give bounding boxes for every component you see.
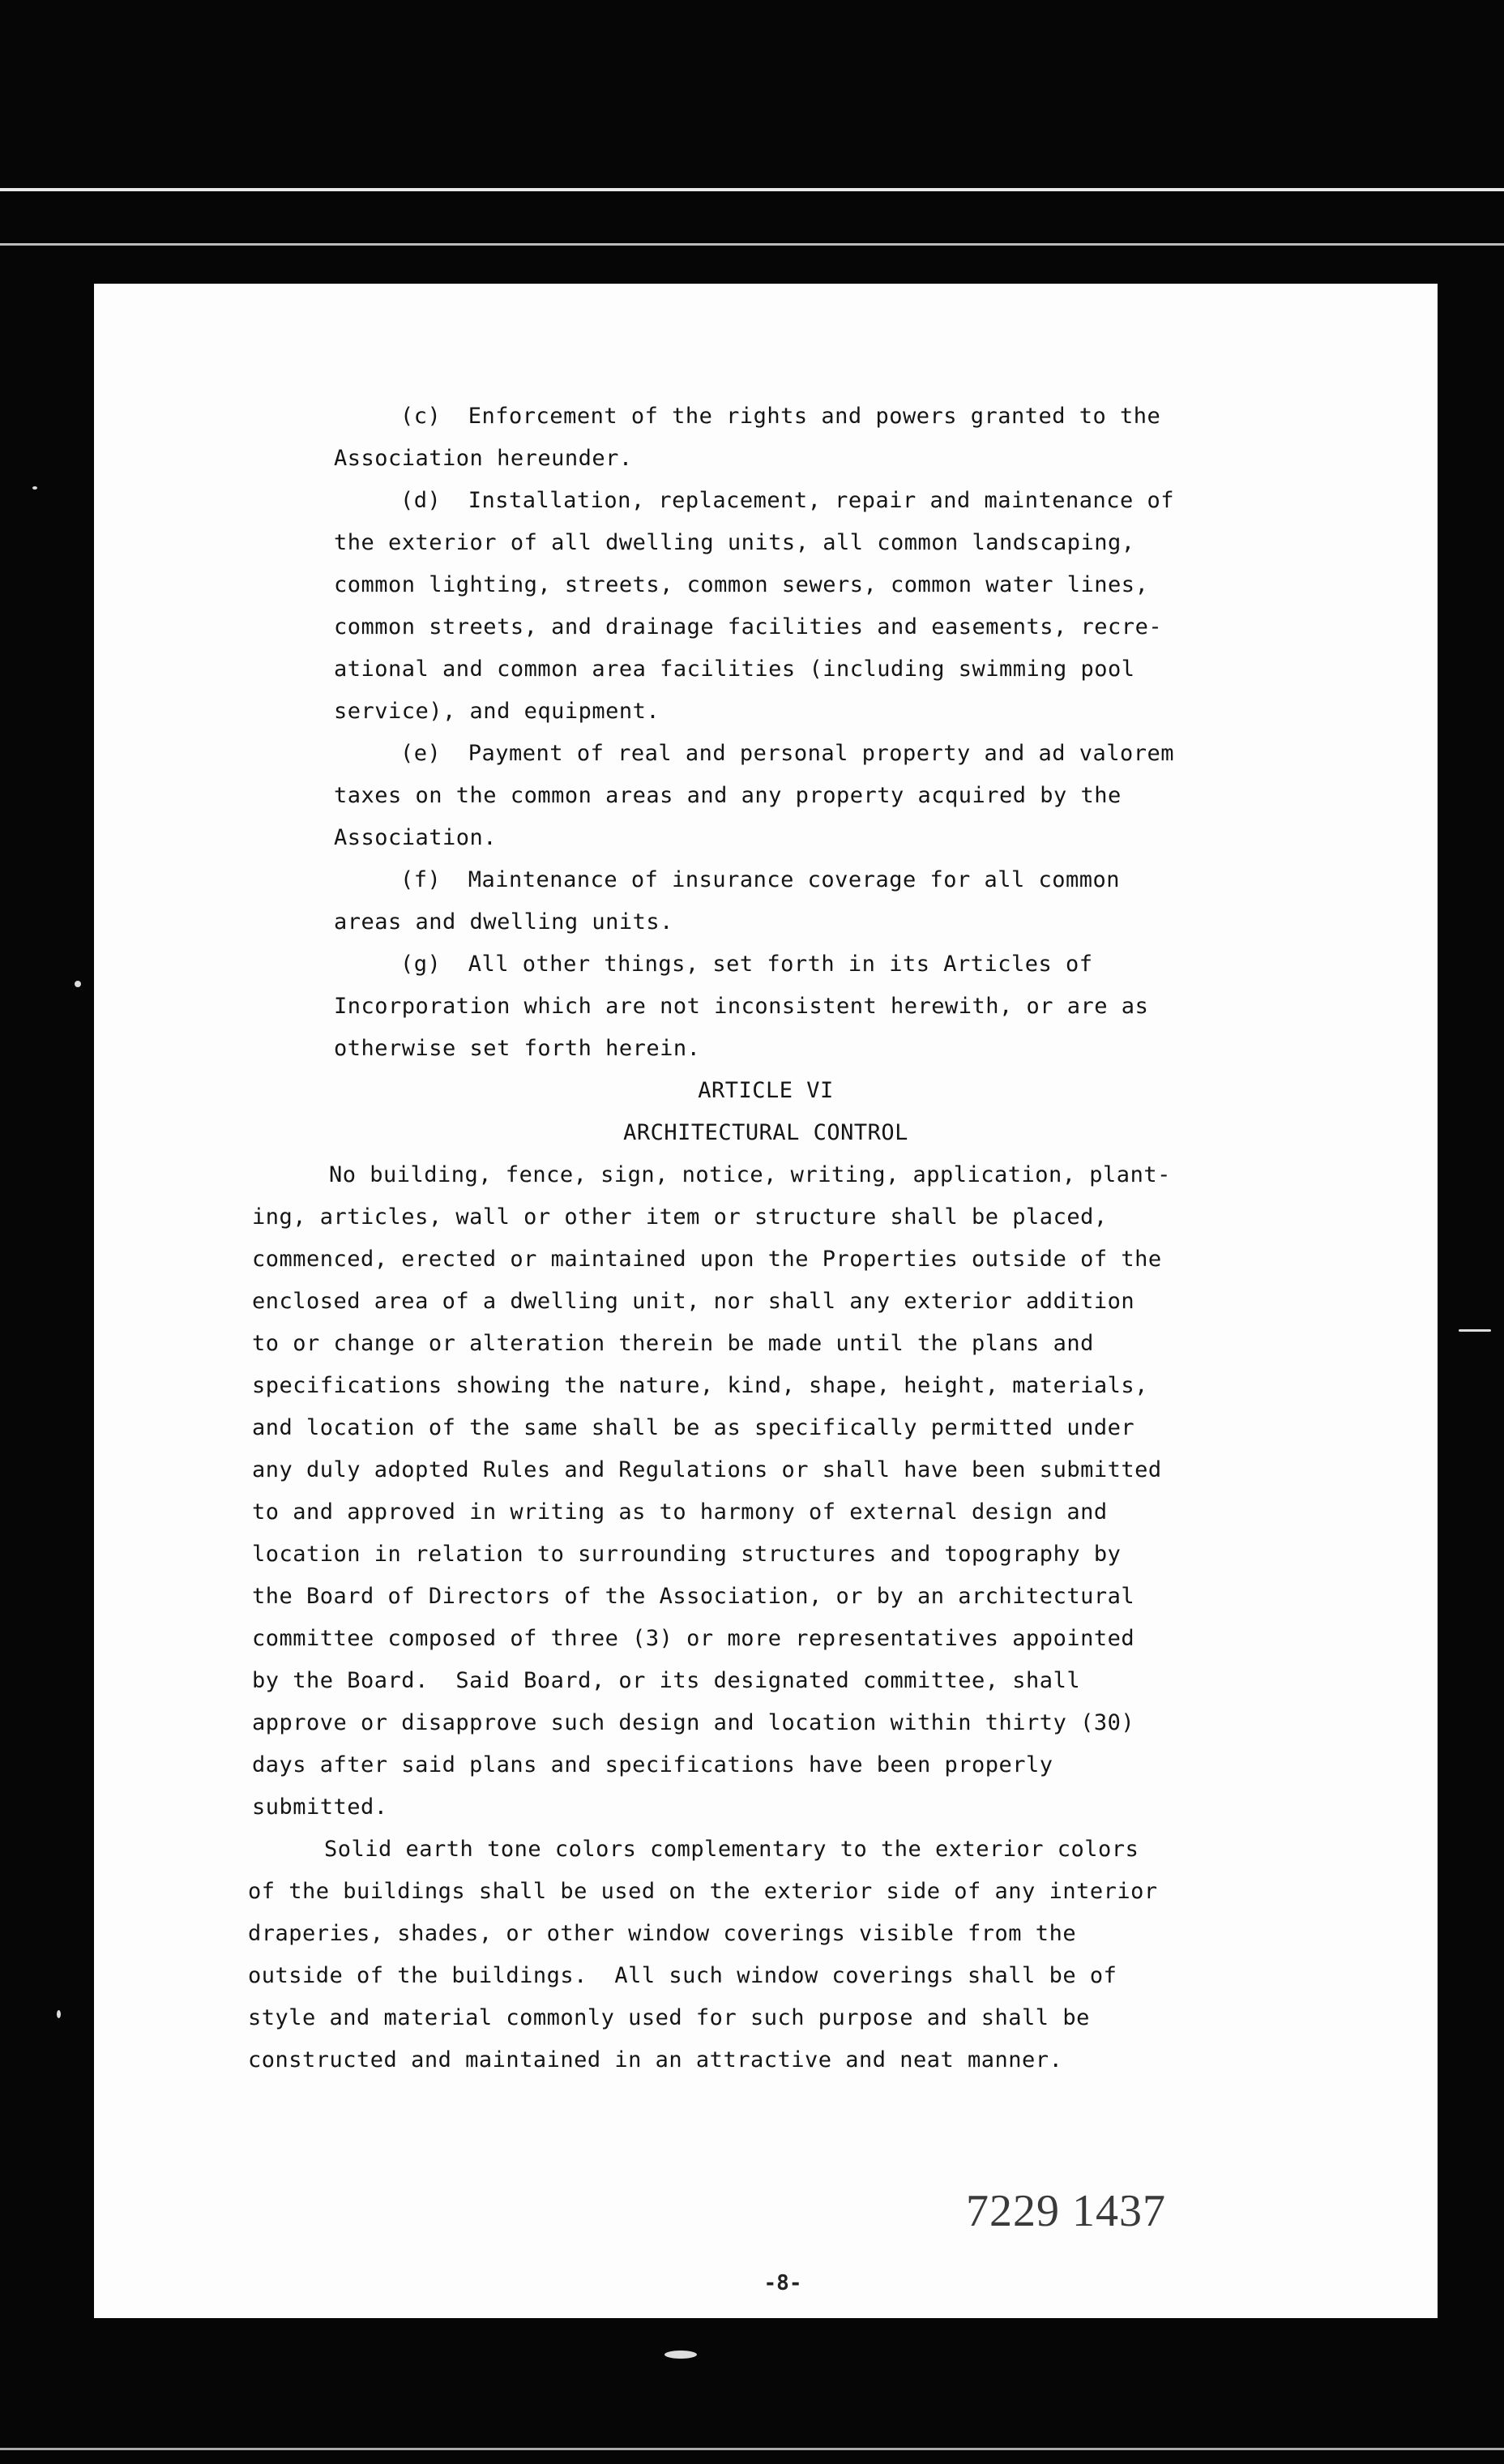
paragraph-c-line: (c) Enforcement of the rights and powers granted to the [400,404,1161,429]
body-paragraph-line: commenced, erected or maintained upon the Properties outside of the [252,1247,1162,1272]
body-paragraph-line: any duly adopted Rules and Regulations or shall have been submitted [252,1457,1162,1482]
paragraph-g-line: otherwise set forth herein. [334,1036,701,1061]
paragraph-d-line: common lighting, streets, common sewers, common water lines, [334,572,1149,597]
body-paragraph-line: to or change or alteration therein be made until the plans and [252,1331,1094,1356]
body-paragraph-line: submitted. [252,1795,388,1820]
document-page [94,284,1438,2318]
paragraph-f-line: areas and dwelling units. [334,909,673,935]
body-paragraph-line: specifications showing the nature, kind, shape, height, materials, [252,1373,1148,1398]
article-number: ARTICLE VI [698,1078,834,1103]
body-paragraph-line: and location of the same shall be as specifically permitted under [252,1415,1135,1440]
paragraph-d-line: common streets, and drainage facilities and easements, recre- [334,614,1163,640]
paragraph-f-line: (f) Maintenance of insurance coverage for all common [400,867,1121,892]
body-paragraph-line: enclosed area of a dwelling unit, nor shall any exterior addition [252,1289,1135,1314]
body-paragraph-line: location in relation to surrounding structures and topography by [252,1542,1122,1567]
paragraph-d-line: service), and equipment. [334,699,660,724]
body-paragraph-line: approve or disapprove such design and location within thirty (30) [252,1710,1135,1735]
scan-speck [32,486,37,490]
scan-speck [57,2010,61,2018]
paragraph-g-line: (g) All other things, set forth in its Articles of [400,952,1093,977]
paragraph-g-line: Incorporation which are not inconsistent herewith, or are as [334,994,1149,1019]
body-paragraph-line: to and approved in writing as to harmony of external design and [252,1499,1108,1525]
paragraph-c-line: Association hereunder. [334,446,633,471]
body-paragraph-line: outside of the buildings. All such window coverings shall be of [248,1963,1117,1988]
body-paragraph-line: draperies, shades, or other window coverings visible from the [248,1921,1077,1946]
body-paragraph-line: days after said plans and specifications have been properly [252,1752,1053,1777]
body-paragraph-line: constructed and maintained in an attractive and neat manner. [248,2047,1063,2073]
paragraph-e-line: Association. [334,825,498,850]
body-paragraph-line: style and material commonly used for such purpose and shall be [248,2005,1090,2030]
paragraph-e-line: (e) Payment of real and personal property and ad valorem [400,741,1175,766]
body-paragraph-line: committee composed of three (3) or more representatives appointed [252,1626,1135,1651]
page-number: -8- [763,2271,802,2295]
recording-stamp: 7229 1437 [966,2186,1166,2236]
paragraph-d-line: (d) Installation, replacement, repair and maintenance of [400,488,1175,513]
paragraph-d-line: the exterior of all dwelling units, all common landscaping, [334,530,1135,555]
scan-speck [664,2351,697,2359]
body-paragraph-line: by the Board. Said Board, or its designated committee, shall [252,1668,1081,1693]
paragraph-e-line: taxes on the common areas and any property acquired by the [334,783,1122,808]
scan-edge-line [0,188,1504,191]
scan-speck [75,981,81,987]
document-text [94,284,1175,2073]
body-paragraph-line: No building, fence, sign, notice, writing, application, plant- [329,1162,1171,1187]
scan-edge-line [0,2448,1504,2450]
body-paragraph-line: Solid earth tone colors complementary to the exterior colors [324,1837,1139,1862]
scan-speck [1459,1329,1491,1332]
body-paragraph-line: of the buildings shall be used on the exterior side of any interior [248,1879,1158,1904]
paragraph-d-line: ational and common area facilities (including swimming pool [334,657,1135,682]
body-paragraph-line: the Board of Directors of the Association, or by an architectural [252,1584,1135,1609]
article-title: ARCHITECTURAL CONTROL [623,1120,908,1145]
body-paragraph-line: ing, articles, wall or other item or structure shall be placed, [252,1204,1108,1230]
scan-edge-line [0,243,1504,246]
